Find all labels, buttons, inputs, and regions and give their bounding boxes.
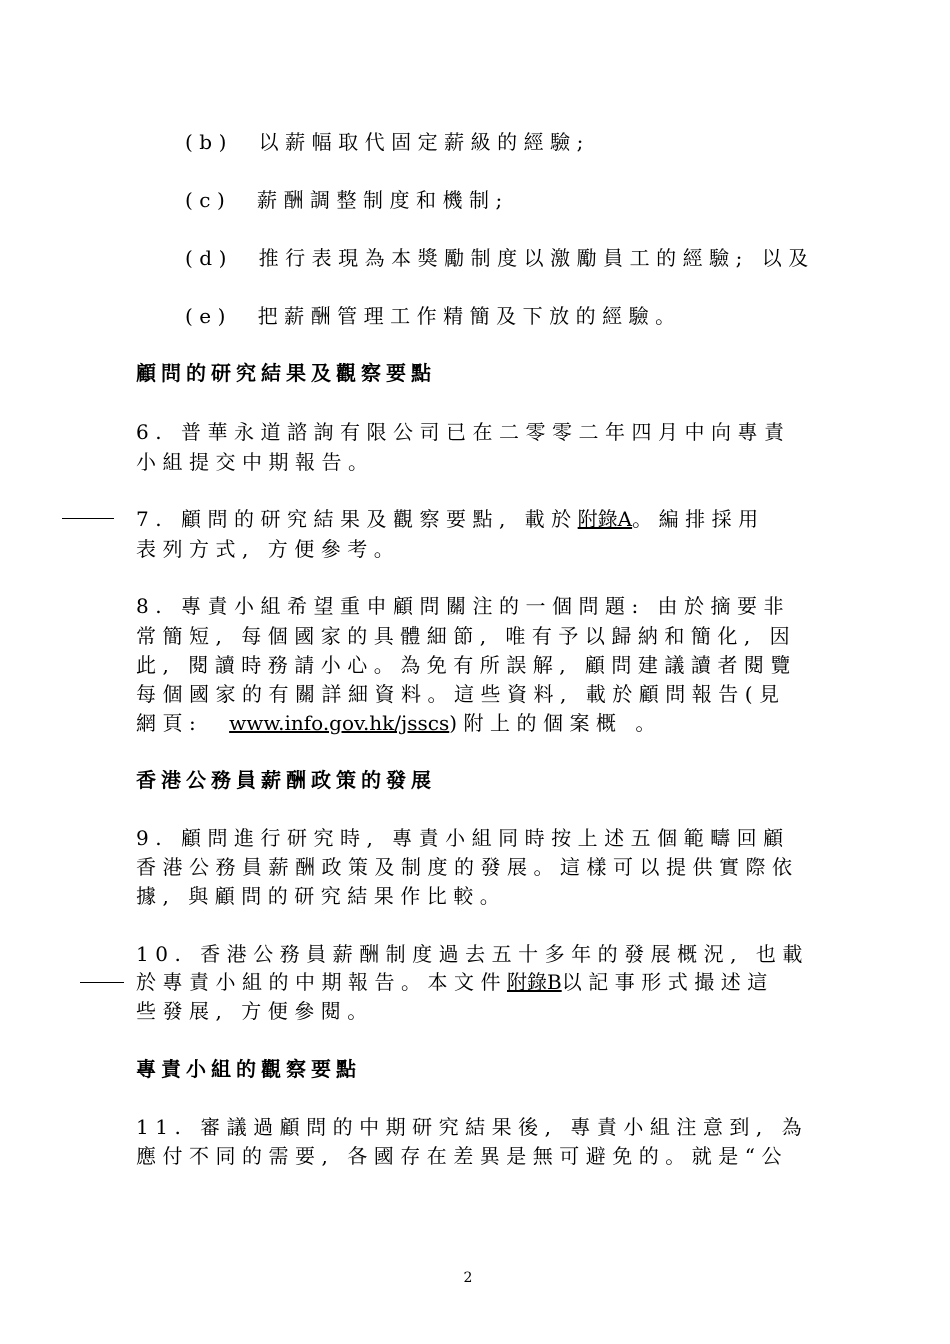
paragraph-6-line-1: 6. 普華永道諮詢有限公司已在二零零二年四月中向專責: [136, 420, 791, 444]
section-heading-consultant-findings: 顧問的研究結果及觀察要點: [136, 361, 436, 385]
paragraph-9-line-3: 據, 與顧問的研究結果作比較。: [136, 884, 507, 908]
annex-b-reference: 附錄B: [507, 970, 562, 994]
paragraph-6-line-2: 小組提交中期報告。: [136, 450, 375, 474]
section-heading-hk-development: 香港公務員薪酬政策的發展: [136, 768, 436, 792]
list-item-b: (b) 以薪幅取代固定薪級的經驗;: [185, 130, 590, 154]
paragraph-11-line-1: 11. 審議過顧問的中期研究結果後, 專責小組注意到, 為: [136, 1115, 809, 1139]
list-item-d: (d) 推行表現為本獎勵制度以激勵員工的經驗; 以及: [185, 246, 815, 270]
paragraph-7-line-2: 表列方式, 方便參考。: [136, 537, 401, 561]
paragraph-9-line-2: 香港公務員薪酬政策及制度的發展。這樣可以提供實際依: [136, 855, 799, 879]
paragraph-8-line-5: 網頁: www.info.gov.hk/jsscs)附上的個案概 。: [136, 711, 662, 735]
list-item-e: (e) 把薪酬管理工作精簡及下放的經驗。: [185, 304, 682, 328]
margin-marker-annex-a: [62, 518, 114, 519]
list-item-c: (c) 薪酬調整制度和機制;: [185, 188, 509, 212]
annex-a-reference: 附錄A: [577, 507, 633, 531]
paragraph-9-line-1: 9. 顧問進行研究時, 專責小組同時按上述五個範疇回顧: [136, 826, 790, 850]
paragraph-11-line-2: 應付不同的需要, 各國存在差異是無可避免的。就是“公: [136, 1144, 788, 1168]
paragraph-8-line-3: 此, 閱讀時務請小心。為免有所誤解, 顧問建議讀者閱覽: [136, 653, 797, 677]
paragraph-10-line-3: 些發展, 方便參閱。: [136, 999, 374, 1023]
paragraph-7-line-1: 7. 顧問的研究結果及觀察要點, 載於附錄A。編排採用: [136, 507, 765, 531]
paragraph-10-line-2: 於專責小組的中期報告。本文件附錄B以記事形式撮述這: [136, 970, 774, 994]
paragraph-8-line-4: 每個國家的有關詳細資料。這些資料, 載於顧問報告(見: [136, 682, 786, 706]
jsscs-website-link[interactable]: www.info.gov.hk/jsscs: [229, 711, 450, 735]
paragraph-10-line-1: 10. 香港公務員薪酬制度過去五十多年的發展概況, 也載: [136, 942, 809, 966]
paragraph-8-line-2: 常簡短, 每個國家的具體細節, 唯有予以歸納和簡化, 因: [136, 624, 797, 648]
page-number: 2: [463, 1270, 473, 1286]
paragraph-8-line-1: 8. 專責小組希望重申顧問關注的一個問題: 由於摘要非: [136, 594, 791, 618]
margin-marker-annex-b: [80, 982, 124, 983]
section-heading-task-force-observations: 專責小組的觀察要點: [136, 1057, 361, 1081]
